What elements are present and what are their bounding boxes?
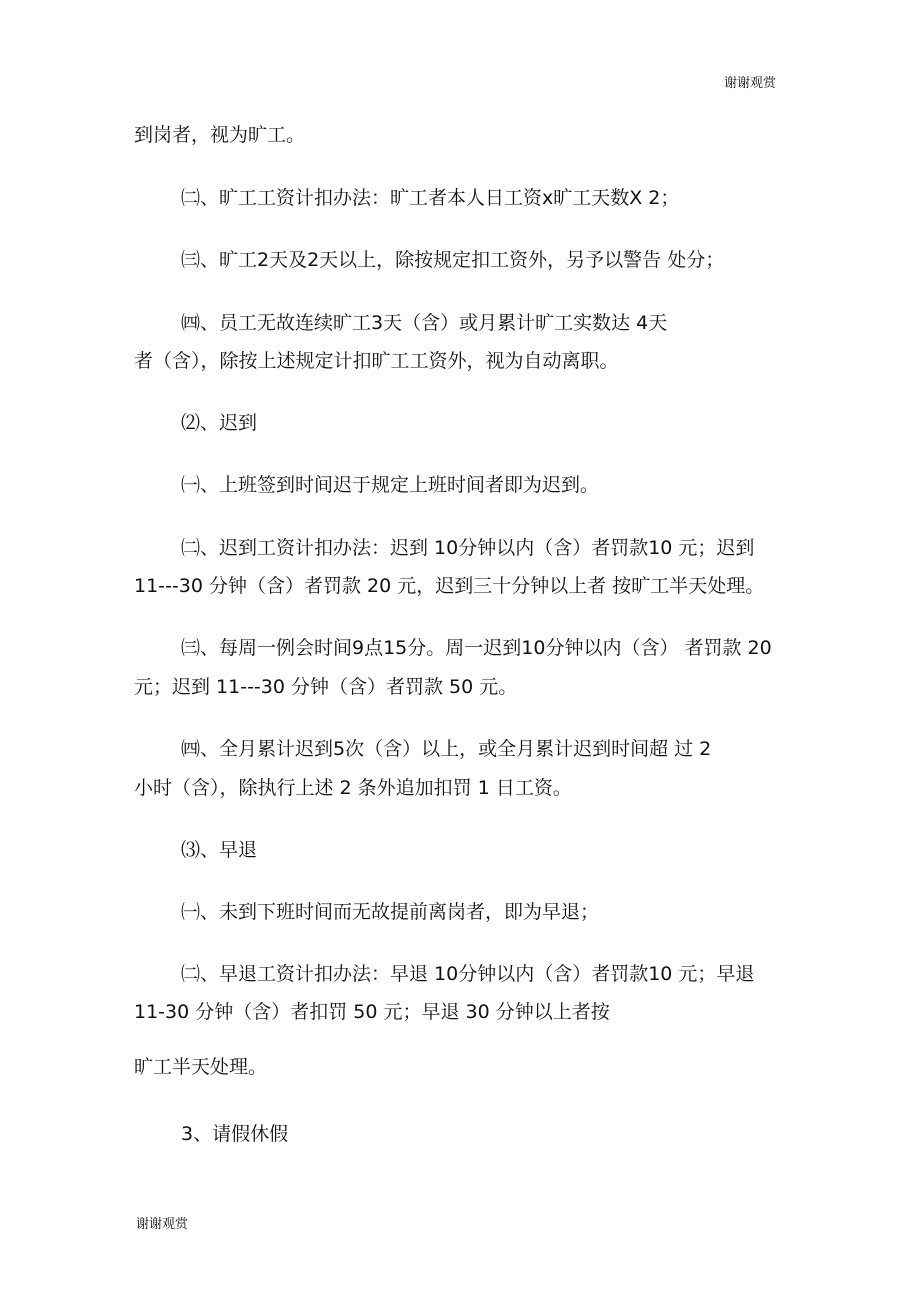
text-line: 元；迟到 11---30 分钟（含）者罚款 50 元。 (134, 676, 518, 698)
section-heading: ⑶、早退 (181, 839, 258, 861)
text-line: 到岗者，视为旷工。 (134, 124, 306, 146)
section-heading: 3、请假休假 (181, 1123, 289, 1145)
text-line: 11---30 分钟（含）者罚款 20 元，迟到三十分钟以上者 按旷工半天处理。 (134, 575, 765, 597)
text-line: 小时（含），除执行上述 2 条外追加扣罚 1 日工资。 (134, 777, 572, 799)
text-line: 11-30 分钟（含）者扣罚 50 元；早退 30 分钟以上者按 (134, 1001, 610, 1023)
text-line: 者（含），除按上述规定计扣旷工工资外，视为自动离职。 (134, 350, 619, 372)
text-line: ㈠、未到下班时间而无故提前离岗者，即为早退； (181, 901, 600, 923)
section-heading: ⑵、迟到 (181, 412, 258, 434)
text-line: ㈡、迟到工资计扣办法：迟到 10分钟以内（含）者罚款10 元；迟到 (181, 537, 755, 559)
text-line: ㈣、员工无故连续旷工3天（含）或月累计旷工实数达 4天 (181, 312, 668, 334)
page-footer: 谢谢观赏 (136, 1217, 189, 1232)
text-line: ㈠、上班签到时间迟于规定上班时间者即为迟到。 (181, 474, 600, 496)
text-line: ㈢、每周一例会时间9点15分。周一迟到10分钟以内（含） 者罚款 20 (181, 637, 772, 659)
text-line: 旷工半天处理。 (134, 1056, 268, 1078)
text-line: ㈢、旷工2天及2天以上，除按规定扣工资外，另予以警告 处分； (181, 249, 725, 271)
page-header: 谢谢观赏 (724, 76, 777, 91)
text-line: ㈡、早退工资计扣办法：早退 10分钟以内（含）者罚款10 元；早退 (181, 963, 755, 985)
text-line: ㈡、旷工工资计扣办法：旷工者本人日工资x旷工天数X 2； (181, 187, 680, 209)
text-line: ㈣、全月累计迟到5次（含）以上，或全月累计迟到时间超 过 2 (181, 738, 712, 760)
